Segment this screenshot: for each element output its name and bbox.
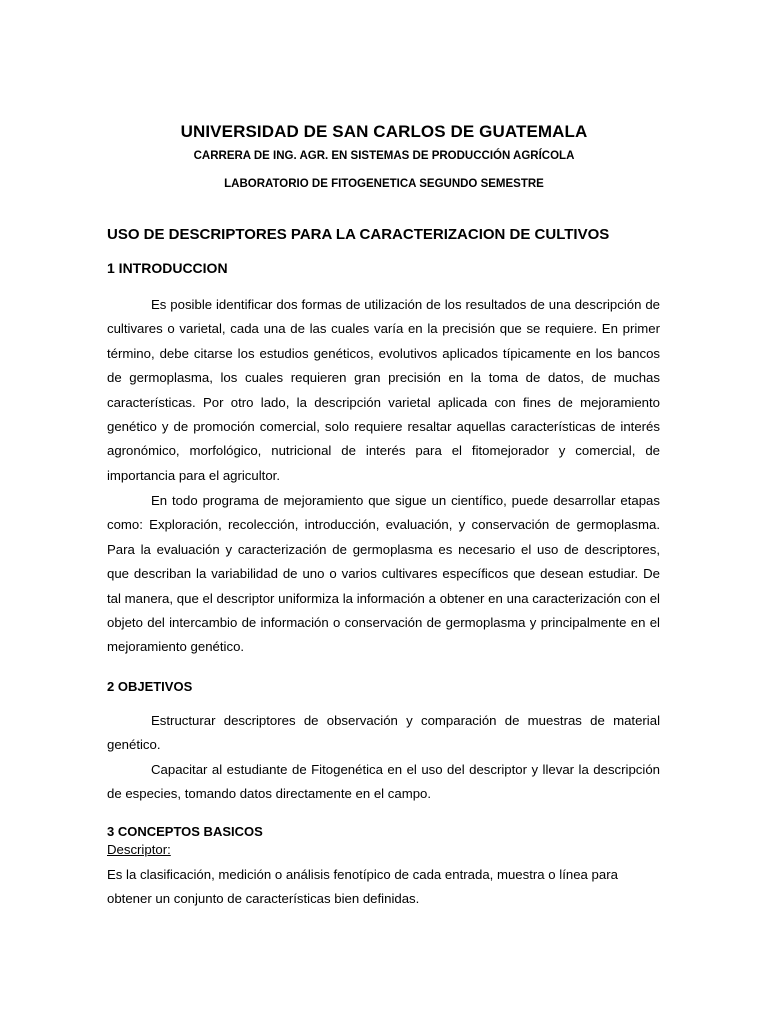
descriptor-term: Descriptor: bbox=[107, 842, 171, 857]
descriptor-definition: Es la clasificación, medición o análisis fenotípico de cada entrada, muestra o línea para obtener un conjunto de características bien definidas. bbox=[107, 867, 618, 907]
introduction-heading: 1 INTRODUCCION bbox=[107, 260, 228, 276]
introduction-paragraph-1: Es posible identificar dos formas de utilización de los resultados de una descripción de cultivares o varietal, cada una de las cuales varía en la precisión que se requiere. En primer término, debe citarse los estudios genéticos, evolutivos aplicados típicamente en los bancos de germoplasma, los cuales requieren gran precisión en la toma de datos, de muchas características. Por otro lado, la descripción varietal aplicada con fines de mejoramiento genético y de promoción comercial, solo requiere resaltar aquellas características de interés agronómico, morfológico, nutricional de interés para el fitomejorador y comercial, de importancia para el agricultor. bbox=[107, 297, 660, 483]
university-title: UNIVERSIDAD DE SAN CARLOS DE GUATEMALA bbox=[180, 122, 588, 141]
introduction-paragraph-2: En todo programa de mejoramiento que sigue un científico, puede desarrollar etapas como: Exploración, recolección, introducción, evaluación, y conservación de germoplasma. Para la evaluación y caracterización de germoplasma es necesario el uso de descriptores, que describan la variabilidad de uno o varios cultivares específicos que desean estudiar. De tal manera, que el descriptor uniformiza la información a obtener en una caracterización con el objeto del intercambio de información o conservación de germoplasma y principalmente en el mejoramiento genético. bbox=[107, 493, 660, 655]
objective-paragraph-1: Estructurar descriptores de observación y comparación de muestras de material genético. bbox=[107, 713, 660, 753]
concepts-heading: 3 CONCEPTOS BASICOS bbox=[107, 824, 263, 839]
objectives-heading: 2 OBJETIVOS bbox=[107, 679, 193, 694]
document-title: USO DE DESCRIPTORES PARA LA CARACTERIZACION DE CULTIVOS bbox=[107, 226, 610, 243]
objective-paragraph-2: Capacitar al estudiante de Fitogenética en el uso del descriptor y llevar la descripción de especies, tomando datos directamente en el campo. bbox=[107, 762, 660, 802]
career-subtitle: CARRERA DE ING. AGR. EN SISTEMAS DE PRODUCCIÓN AGRÍCOLA bbox=[193, 150, 575, 162]
laboratory-subtitle: LABORATORIO DE FITOGENETICA SEGUNDO SEMESTRE bbox=[224, 178, 544, 190]
